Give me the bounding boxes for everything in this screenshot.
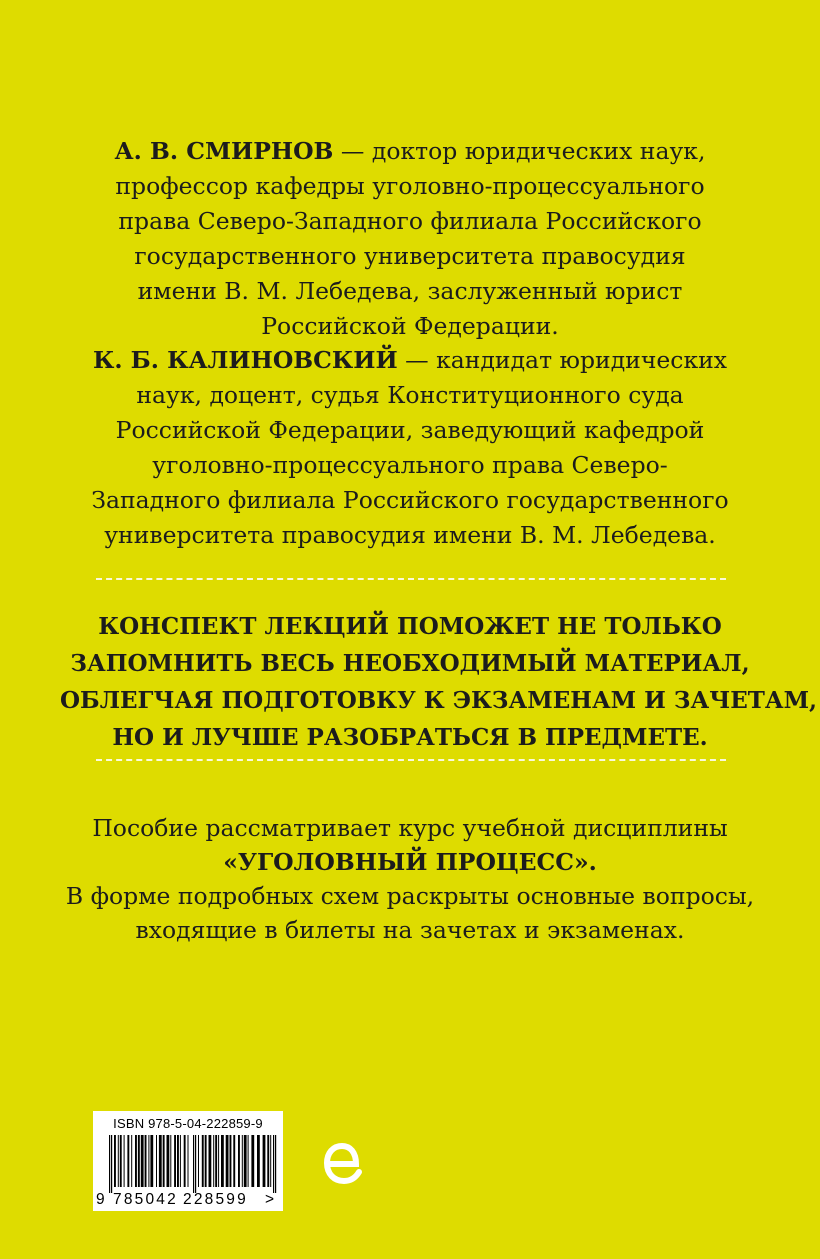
course-title: «УГОЛОВНЫЙ ПРОЦЕСС». bbox=[223, 848, 597, 876]
barcode-bar bbox=[270, 1135, 271, 1187]
barcode-bar bbox=[188, 1135, 189, 1187]
barcode-bar bbox=[174, 1135, 176, 1187]
barcode-bar bbox=[202, 1135, 204, 1187]
barcode-bar bbox=[145, 1135, 147, 1187]
bio-line: Российской Федерации. bbox=[261, 312, 559, 340]
barcode-bar bbox=[163, 1135, 165, 1187]
barcode-bar bbox=[118, 1135, 119, 1187]
promo-text bbox=[60, 608, 818, 756]
description-line: входящие в билеты на зачетах и экзаменах. bbox=[135, 916, 685, 944]
ean-digit-first: 9 bbox=[96, 1191, 105, 1208]
barcode-bar bbox=[131, 1135, 132, 1187]
author-bio-smirnov bbox=[80, 134, 740, 344]
barcode-bar bbox=[221, 1135, 224, 1187]
barcode-bar bbox=[124, 1135, 125, 1187]
bio-line: профессор кафедры уголовно-процессуального bbox=[115, 172, 705, 200]
barcode-bar bbox=[267, 1135, 269, 1187]
barcode-bar bbox=[263, 1135, 266, 1187]
description-line: Пособие рассматривает курс учебной дисциплины bbox=[92, 814, 728, 842]
barcode-bar bbox=[138, 1135, 140, 1187]
barcode-bar bbox=[209, 1135, 212, 1187]
bio-paragraph bbox=[80, 343, 740, 553]
dashed-divider-top bbox=[96, 578, 726, 580]
bio-line: наук, доцент, судья Конституционного суда bbox=[136, 381, 684, 409]
barcode-bar bbox=[251, 1135, 254, 1187]
promo-line: НО И ЛУЧШЕ РАЗОБРАТЬСЯ В ПРЕДМЕТЕ. bbox=[112, 724, 708, 751]
barcode-bar bbox=[148, 1135, 149, 1187]
barcode-bars bbox=[97, 1135, 279, 1193]
barcode-bar bbox=[159, 1135, 162, 1187]
barcode-bar bbox=[177, 1135, 179, 1187]
author-name: К. Б. КАЛИНОВСКИЙ bbox=[92, 346, 398, 374]
barcode-bar bbox=[238, 1135, 240, 1187]
barcode-bar bbox=[226, 1135, 229, 1187]
barcode-bar bbox=[184, 1135, 186, 1187]
bio-line: университета правосудия имени В. М. Лебедева. bbox=[104, 521, 716, 549]
barcode-bar bbox=[213, 1135, 214, 1187]
promo-line: ЗАПОМНИТЬ ВЕСЬ НЕОБХОДИМЫЙ МАТЕРИАЛ, bbox=[70, 650, 750, 677]
barcode-guard-bar bbox=[109, 1135, 110, 1193]
bio-line: права Северо-Западного филиала Российского bbox=[118, 207, 702, 235]
author-bio-kalinovsky bbox=[80, 343, 740, 553]
barcode-bar bbox=[180, 1135, 181, 1187]
barcode-bar bbox=[205, 1135, 207, 1187]
promo-line: ОБЛЕГЧАЯ ПОДГОТОВКУ К ЭКЗАМЕНАМ И ЗАЧЕТАМ, bbox=[60, 687, 818, 714]
bio-line: — кандидат юридических bbox=[397, 346, 728, 374]
author-name: А. В. СМИРНОВ bbox=[114, 137, 334, 165]
bio-line: государственного университета правосудия bbox=[134, 242, 686, 270]
bio-line: Западного филиала Российского государственного bbox=[91, 486, 729, 514]
barcode-bar bbox=[135, 1135, 137, 1187]
isbn-barcode bbox=[93, 1111, 283, 1211]
ean-arrow: > bbox=[265, 1191, 275, 1208]
barcode-bar bbox=[215, 1135, 217, 1187]
isbn-label: ISBN 978-5-04-222859-9 bbox=[113, 1116, 263, 1131]
bio-line: — доктор юридических наук, bbox=[333, 137, 706, 165]
barcode-bar bbox=[114, 1135, 116, 1187]
description-line: В форме подробных схем раскрыты основные вопросы, bbox=[65, 882, 755, 910]
bio-line: уголовно-процессуального права Северо- bbox=[152, 451, 668, 479]
barcode-guard-bar bbox=[111, 1135, 112, 1193]
barcode-guard-bar bbox=[195, 1135, 196, 1193]
promo-line: КОНСПЕКТ ЛЕКЦИЙ ПОМОЖЕТ НЕ ТОЛЬКО bbox=[98, 613, 722, 640]
barcode-bar bbox=[141, 1135, 144, 1187]
barcode-bar bbox=[230, 1135, 232, 1187]
barcode-bar bbox=[120, 1135, 122, 1187]
publisher-e-icon bbox=[322, 1138, 366, 1188]
barcode-bar bbox=[156, 1135, 157, 1187]
barcode-bar bbox=[248, 1135, 249, 1187]
ean-digits-left: 785042 bbox=[113, 1191, 178, 1208]
barcode-bar bbox=[244, 1135, 247, 1187]
bio-line: Российской Федерации, заведующий кафедрой bbox=[115, 416, 705, 444]
barcode-guard-bar bbox=[193, 1135, 194, 1193]
barcode-bar bbox=[170, 1135, 171, 1187]
barcode-bar bbox=[233, 1135, 235, 1187]
dashed-divider-bottom bbox=[96, 759, 726, 761]
bio-line: имени В. М. Лебедева, заслуженный юрист bbox=[137, 277, 683, 305]
barcode-bar bbox=[257, 1135, 260, 1187]
ean-digits-right: 228599 bbox=[183, 1191, 248, 1208]
barcode-bar bbox=[167, 1135, 170, 1187]
bio-paragraph bbox=[80, 134, 740, 344]
barcode-bar bbox=[198, 1135, 199, 1187]
barcode-bar bbox=[150, 1135, 153, 1187]
barcode-guard-bar bbox=[273, 1135, 274, 1193]
barcode-guard-bar bbox=[275, 1135, 276, 1193]
barcode-bar bbox=[127, 1135, 129, 1187]
book-description bbox=[60, 811, 760, 947]
barcode-bar bbox=[218, 1135, 219, 1187]
barcode-bar bbox=[242, 1135, 243, 1187]
